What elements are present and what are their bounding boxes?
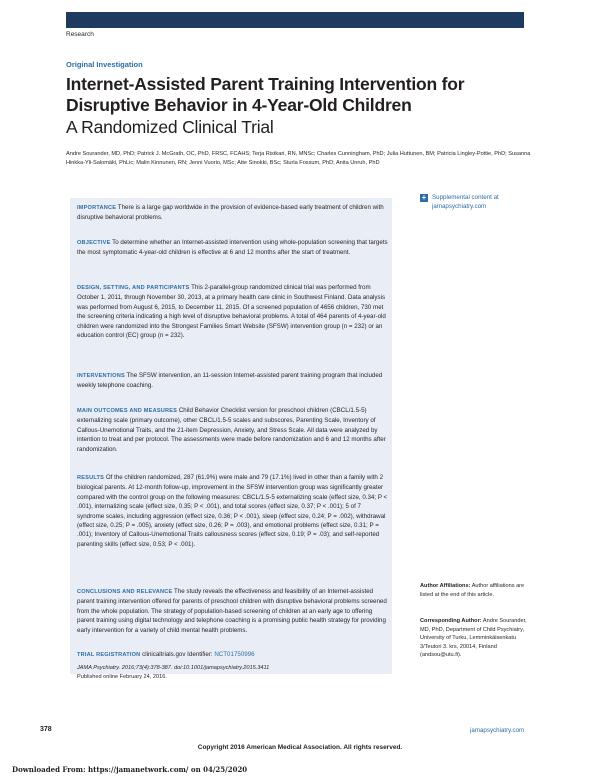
section-label: Research — [66, 31, 94, 38]
outcomes-label: MAIN OUTCOMES AND MEASURES — [77, 408, 178, 414]
objective-label: OBJECTIVE — [77, 240, 111, 246]
affiliations-text: Author affiliations are listed at the end of this article. — [420, 583, 525, 598]
outcomes-text: Child Behavior Checklist version for preschool children (CBCL/1.5-5) externalizing scale (primary outcome), other CBCL/1.5-5 scales and subscores, Parenting Scale, Inventory of Callous-Unemotional Traits, and the 21-item Depression, Anxiety, and Stress Scale. All data were analyzed by intention to treat and per protocol. The assessments were made before randomization and 6 and 12 months after randomization. — [77, 407, 386, 453]
results-text: Of the children randomized, 287 (61.9%) were male and 79 (17.1%) lived in other than a family with 2 biological parents. At 12-month follow-up, improvement in the SFSW intervention group was significantly greater compared with the control group on the following measures: CBCL/1.5-5 externalizing scale (effect size, 0.34; P < .001), internalizing scale (effect size, 0.35; P < .001), and total scores (effect size, 0.37; P < .001); 5 of 7 syndrome scales, including aggression (effect size, 0.36; P < .001), sleep (effect size, 0.24; P = .002), withdrawal (effect size, 0.25; P = .005), anxiety (effect size, 0.26; P = .003), and emotional problems (effect size, 0.31; P = .001); Inventory of Callous-Unemotional Traits callousness scores (effect size, 0.19; P = .03); and self-reported parenting skills (effect size, 0.53; P < .001). — [77, 474, 388, 548]
design-label: DESIGN, SETTING, AND PARTICIPANTS — [77, 285, 190, 291]
abstract-objective — [77, 238, 389, 258]
article-subtitle: A Randomized Clinical Trial — [66, 117, 274, 137]
corresponding-text: Andre Sourander, MD, PhD, Department of Child Psychiatry, University of Turku, Lemminkäisenkatu 3/Teutori 3. krs, 20014, Finland (andsou@utu.fi). — [420, 618, 527, 659]
objective-text: To determine whether an Internet-assisted intervention using whole-population screening that targets the most symptomatic 4-year-old children is effective at 6 and 12 months after the start of treatment. — [77, 239, 388, 257]
copyright: Copyright 2016 American Medical Association. All rights reserved. — [197, 744, 403, 751]
author-list: Andre Sourander, MD, PhD; Patrick J. McGrath, OC, PhD, FRSC, FCAHS; Terja Ristkari, RN, MNSc; Charles Cunningham, PhD; Julia Huttunen, BM; Patricia Lingley-Pottie, PhD; Susanna Hinkka-Yli-Salomäki, PhLic; Malin Kinnunen, RN; Jenni Vuorio, MSc; Atte Sinokki, BSc; Sturla Fossum, PhD; Anita Unruh, PhD — [66, 151, 531, 167]
conclusions-text: The study reveals the effectiveness and feasibility of an Internet-assisted parent training intervention offered for parents of preschool children with disruptive behavioral problems screened from the whole population. The strategy of population-based screening of children at an early age to offering parent training using digital technology and telephone coaching is a promising public health strategy for providing early intervention for a variety of child mental health problems. — [77, 588, 387, 634]
article-title: Internet-Assisted Parent Training Intervention for Disruptive Behavior in 4-Year-Old Children — [66, 74, 465, 115]
journal-url[interactable]: jamapsychiatry.com — [470, 727, 525, 734]
citation: JAMA Psychiatry. 2016;73(4):378-387. doi:10.1001/jamapsychiatry.2015.3411 — [77, 665, 270, 671]
interventions-label: INTERVENTIONS — [77, 373, 125, 379]
abstract-registration — [77, 650, 389, 660]
corresponding-author — [420, 617, 532, 660]
article-type: Original Investigation — [66, 60, 143, 69]
abstract-conclusions — [77, 587, 389, 635]
design-text: This 2-parallel-group randomized clinical trial was performed from October 1, 2011, through November 30, 2013, at a primary health care clinic in Southwest Finland. Data analysis was performed from August 6, 2015, to December 11, 2015. Of a screened population of 4656 children, 730 met the screening criteria indicating a high level of disruptive behavioral problems. A total of 464 parents of 4-year-old children were randomized into the Strongest Families Smart Website (SFSW) intervention group (n = 232) or an education control (EC) group (n = 232). — [77, 284, 386, 340]
abstract-outcomes — [77, 406, 389, 454]
interventions-text: The SFSW intervention, an 11-session Internet-assisted parent training program that included weekly telephone coaching. — [77, 372, 383, 390]
abstract-interventions — [77, 371, 389, 391]
published-date: Published online February 24, 2016. — [77, 674, 167, 680]
registration-link[interactable]: NCT01750996 — [214, 651, 255, 658]
download-stamp: Downloaded From: https://jamanetwork.com/ on 04/25/2020 — [12, 765, 248, 774]
abstract-design — [77, 283, 389, 340]
registration-label: TRIAL REGISTRATION — [77, 652, 141, 658]
conclusions-label: CONCLUSIONS AND RELEVANCE — [77, 589, 173, 595]
abstract-results — [77, 473, 389, 549]
page-number: 378 — [40, 726, 52, 733]
registration-text: clinicaltrials.gov Identifier: — [142, 651, 213, 658]
importance-text: There is a large gap worldwide in the provision of evidence-based early treatment of children with disruptive behavioral problems. — [77, 204, 384, 222]
affiliations-label: Author Affiliations: — [420, 583, 471, 589]
header-bar — [66, 12, 524, 28]
corresponding-label: Corresponding Author: — [420, 618, 482, 624]
importance-label: IMPORTANCE — [77, 205, 117, 211]
abstract-importance — [77, 203, 389, 223]
supplemental-link[interactable]: Supplemental content at jamapsychiatry.com — [432, 194, 499, 210]
plus-icon: + — [421, 193, 427, 202]
results-label: RESULTS — [77, 475, 105, 481]
author-affiliations — [420, 582, 532, 599]
supplemental-content[interactable] — [420, 193, 530, 211]
